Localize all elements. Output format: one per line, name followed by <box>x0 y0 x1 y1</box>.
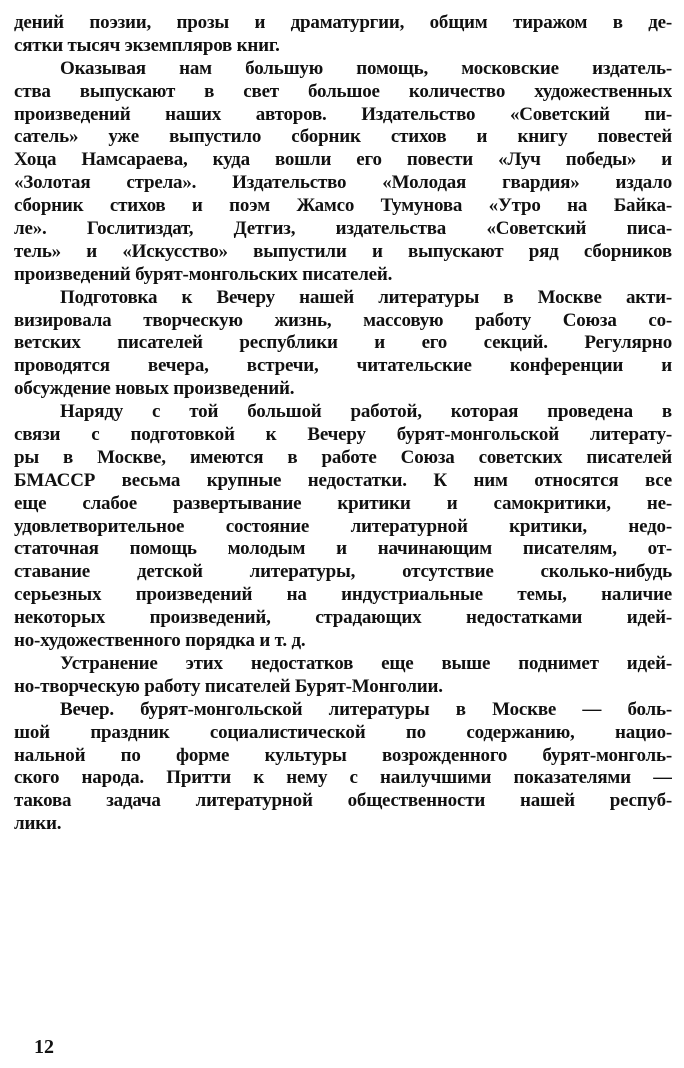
page-number: 12 <box>34 1036 54 1058</box>
text-line: сятки тысяч экземпляров книг. <box>14 34 280 56</box>
text-line: серьезных произведений на индустриальные темы, наличие <box>14 584 672 606</box>
text-line: сатель» уже выпустило сборник стихов и книгу повестей <box>14 126 672 148</box>
text-line: но-творческую работу писателей Бурят-Монголии. <box>14 675 443 697</box>
text-line: ветских писателей республики и его секций. Регулярно <box>14 332 672 354</box>
text-line: сборник стихов и поэм Жамсо Тумунова «Утро на Байка- <box>14 195 672 217</box>
text-line: ства выпускают в свет большое количество художественных <box>14 80 672 102</box>
text-line: Вечер. бурят-монгольской литературы в Москве — боль- <box>60 698 672 720</box>
text-line: ского народа. Притти к нему с наилучшими показателями — <box>14 767 672 789</box>
text-line: произведений бурят-монгольских писателей. <box>14 263 393 285</box>
text-line: тель» и «Искусство» выпустили и выпускают ряд сборников <box>14 240 672 262</box>
text-line: ры в Москве, имеются в работе Союза советских писателей <box>14 446 672 468</box>
text-line: некоторых произведений, страдающих недостатками идей- <box>14 607 672 629</box>
text-line: БМАССР весьма крупные недостатки. К ним относятся все <box>14 469 672 491</box>
text-line: произведений наших авторов. Издательство «Советский пи- <box>14 103 672 125</box>
text-line: ставание детской литературы, отсутствие сколько-нибудь <box>14 561 672 583</box>
text-line: шой праздник социалистической по содержанию, нацио- <box>14 721 672 743</box>
text-line: еще слабое развертывание критики и самокритики, не- <box>14 492 672 514</box>
text-line: Наряду с той большой работой, которая проведена в <box>60 401 672 423</box>
text-line: Хоца Намсараева, куда вошли его повести «Луч победы» и <box>14 149 672 171</box>
text-line: проводятся вечера, встречи, читательские конференции и <box>14 355 672 377</box>
text-line: удовлетворительное состояние литературной критики, недо- <box>14 515 672 537</box>
text-line: Подготовка к Вечеру нашей литературы в Москве акти- <box>60 286 672 308</box>
text-line: связи с подготовкой к Вечеру бурят-монгольской литерату- <box>14 424 672 446</box>
body-text <box>14 12 672 836</box>
text-line: статочная помощь молодым и начинающим писателям, от- <box>14 538 672 560</box>
text-line: ле». Гослитиздат, Детгиз, издательства «Советский писа- <box>14 218 672 240</box>
text-line: такова задача литературной общественности нашей респуб- <box>14 790 672 812</box>
text-line: дений поэзии, прозы и драматургии, общим тиражом в де- <box>14 12 672 33</box>
text-line: Оказывая нам большую помощь, московские издатель- <box>60 57 672 79</box>
text-line: визировала творческую жизнь, массовую работу Союза со- <box>14 309 672 331</box>
text-line: обсуждение новых произведений. <box>14 378 295 400</box>
text-line: лики. <box>14 813 62 835</box>
text-line: но-художественного порядка и т. д. <box>14 630 306 652</box>
text-line: Устранение этих недостатков еще выше поднимет идей- <box>60 652 672 674</box>
text-line: «Золотая стрела». Издательство «Молодая гвардия» издало <box>14 172 672 194</box>
text-line: нальной по форме культуры возрожденного бурят-монголь- <box>14 744 672 766</box>
